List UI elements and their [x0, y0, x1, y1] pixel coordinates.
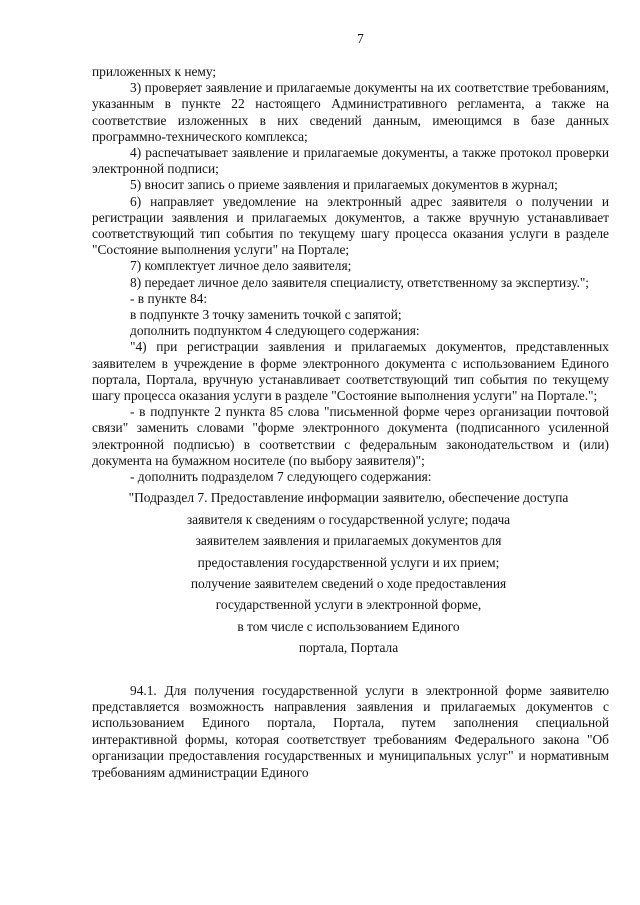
paragraph: "4) при регистрации заявления и прилагаемых документов, представленных заявителем в учреждение в форме электронного документа с использованием Единого портала, Портала, вручную устанавливает соответствующий тип события по текущему шагу процесса оказания услуги в разделе "Состояние выполнения услуги" на Портале.";: [92, 339, 609, 404]
paragraph: 7) комплектует личное дело заявителя;: [130, 258, 352, 274]
paragraph: в подпункте 3 точку заменить точкой с запятой;: [130, 307, 402, 323]
heading-line: "Подраздел 7. Предоставление информации заявителю, обеспечение доступа: [128, 490, 569, 506]
heading-line: заявителем заявления и прилагаемых документов для: [195, 533, 502, 549]
paragraph: 8) передает личное дело заявителя специалисту, ответственному за экспертизу.";: [130, 274, 590, 290]
paragraph: 4) распечатывает заявление и прилагаемые документы, а также протокол проверки электронной подписи;: [92, 145, 609, 177]
paragraph: 3) проверяет заявление и прилагаемые документы на их соответствие требованиям, указанным в пункте 22 настоящего Административного регламента, а также на соответствие изложенных в них сведений данным, имеющимся в базе данных программно-технического комплекса;: [92, 80, 609, 144]
paragraph: - дополнить подразделом 7 следующего содержания:: [130, 469, 432, 485]
subsection-heading: [88, 487, 609, 658]
paragraph: 5) вносит запись о приеме заявления и прилагаемых документов в журнал;: [130, 177, 558, 193]
heading-line: получение заявителем сведений о ходе предоставления: [190, 575, 507, 591]
body-text: [92, 64, 609, 485]
paragraph: - в пункте 84:: [130, 290, 208, 306]
heading-line: портала, Портала: [298, 640, 399, 656]
heading-line: в том числе с использованием Единого: [237, 618, 460, 634]
heading-line: заявителя к сведениям о государственной услуге; подача: [186, 511, 511, 527]
final-text: [92, 683, 609, 781]
page-number: 7: [357, 31, 364, 46]
heading-line: государственной услуги в электронной форме,: [215, 597, 482, 613]
final-paragraph: 94.1. Для получения государственной услуги в электронной форме заявителю представляется возможность направления заявления и прилагаемых документов с использованием Единого портала, Портала, путем заполнения специальной интерактивной формы, которая соответствует требованиям Федерального закона "Об организации предоставления государственных и муниципальных услуг" и нормативным требованиям администрации Единого: [92, 682, 609, 780]
paragraph: - в подпункте 2 пункта 85 слова "письменной форме через организации почтовой связи" заменить словами "форме электронного документа (подписанного усиленной электронной подписью) в соответствии с федеральным законодательством и (или) документа на бумажном носителе (по выбору заявителя)";: [92, 404, 609, 468]
paragraph: приложенных к нему;: [92, 64, 217, 79]
paragraph: дополнить подпунктом 4 следующего содержания:: [130, 323, 420, 339]
heading-line: предоставления государственной услуги и их прием;: [197, 554, 500, 570]
paragraph: 6) направляет уведомление на электронный адрес заявителя о получении и регистрации заявления и прилагаемых документов, а также вручную устанавливает соответствующий тип события по текущему шагу процесса оказания услуги в разделе "Состояние выполнения услуги" на Портале;: [92, 193, 609, 258]
